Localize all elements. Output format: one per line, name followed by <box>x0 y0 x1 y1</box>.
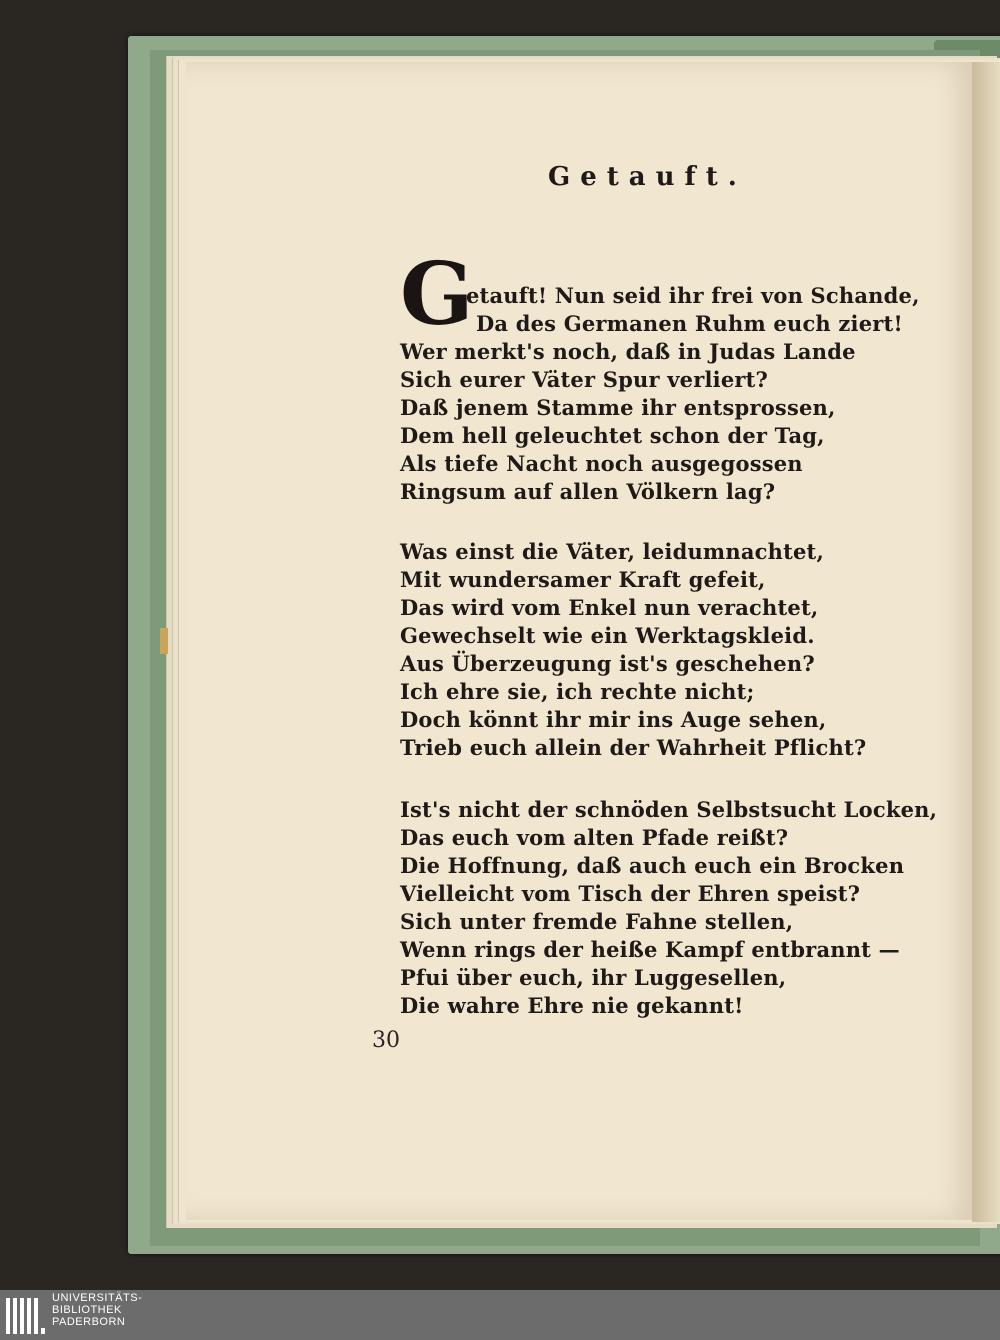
verse-line: Ich ehre sie, ich rechte nicht; <box>400 679 755 704</box>
verse-line: Dem hell geleuchtet schon der Tag, <box>400 423 825 448</box>
verse-line: Sich unter fremde Fahne stellen, <box>400 909 794 934</box>
library-logo-icon <box>6 1294 46 1336</box>
verse-line: etauft! Nun seid ihr frei von Schande, <box>466 283 920 308</box>
verse-line: Trieb euch allein der Wahrheit Pflicht? <box>400 735 867 760</box>
verse-line: Pfui über euch, ihr Luggesellen, <box>400 965 787 990</box>
verse-line: Vielleicht vom Tisch der Ehren speist? <box>400 881 861 906</box>
drop-cap: G <box>400 244 474 345</box>
poem-title: Getauft. <box>548 162 747 192</box>
verse-line: Das wird vom Enkel nun verachtet, <box>400 595 819 620</box>
verse-line: Ist's nicht der schnöden Selbstsucht Locken, <box>400 797 938 822</box>
verse-line: Wenn rings der heiße Kampf entbrannt — <box>400 937 900 962</box>
verse-line: Wer merkt's noch, daß in Judas Lande <box>400 339 856 364</box>
verse-line: Aus Überzeugung ist's geschehen? <box>400 651 815 676</box>
verse-line: Was einst die Väter, leidumnachtet, <box>400 539 824 564</box>
verse-line: Das euch vom alten Pfade reißt? <box>400 825 789 850</box>
logo-line: BIBLIOTHEK <box>52 1304 122 1316</box>
verse-line: Die Hoffnung, daß auch euch ein Brocken <box>400 853 905 878</box>
logo-line: PADERBORN <box>52 1316 126 1328</box>
verse-line: Gewechselt wie ein Werktagskleid. <box>400 623 815 648</box>
verse-line: Als tiefe Nacht noch ausgegossen <box>400 451 803 476</box>
verse-line: Doch könnt ihr mir ins Auge sehen, <box>400 707 827 732</box>
verse-line: Da des Germanen Ruhm euch ziert! <box>476 311 903 336</box>
verse-line: Ringsum auf allen Völkern lag? <box>400 479 776 504</box>
library-logo-text <box>52 1292 142 1328</box>
verse-line: Sich eurer Väter Spur verliert? <box>400 367 769 392</box>
library-footer <box>0 1290 1000 1340</box>
verse-line: Daß jenem Stamme ihr entsprossen, <box>400 395 836 420</box>
verse-line: Mit wundersamer Kraft gefeit, <box>400 567 766 592</box>
page-number: 30 <box>372 1028 400 1053</box>
verse-line: Die wahre Ehre nie gekannt! <box>400 993 744 1018</box>
logo-line: UNIVERSITÄTS- <box>52 1292 143 1304</box>
